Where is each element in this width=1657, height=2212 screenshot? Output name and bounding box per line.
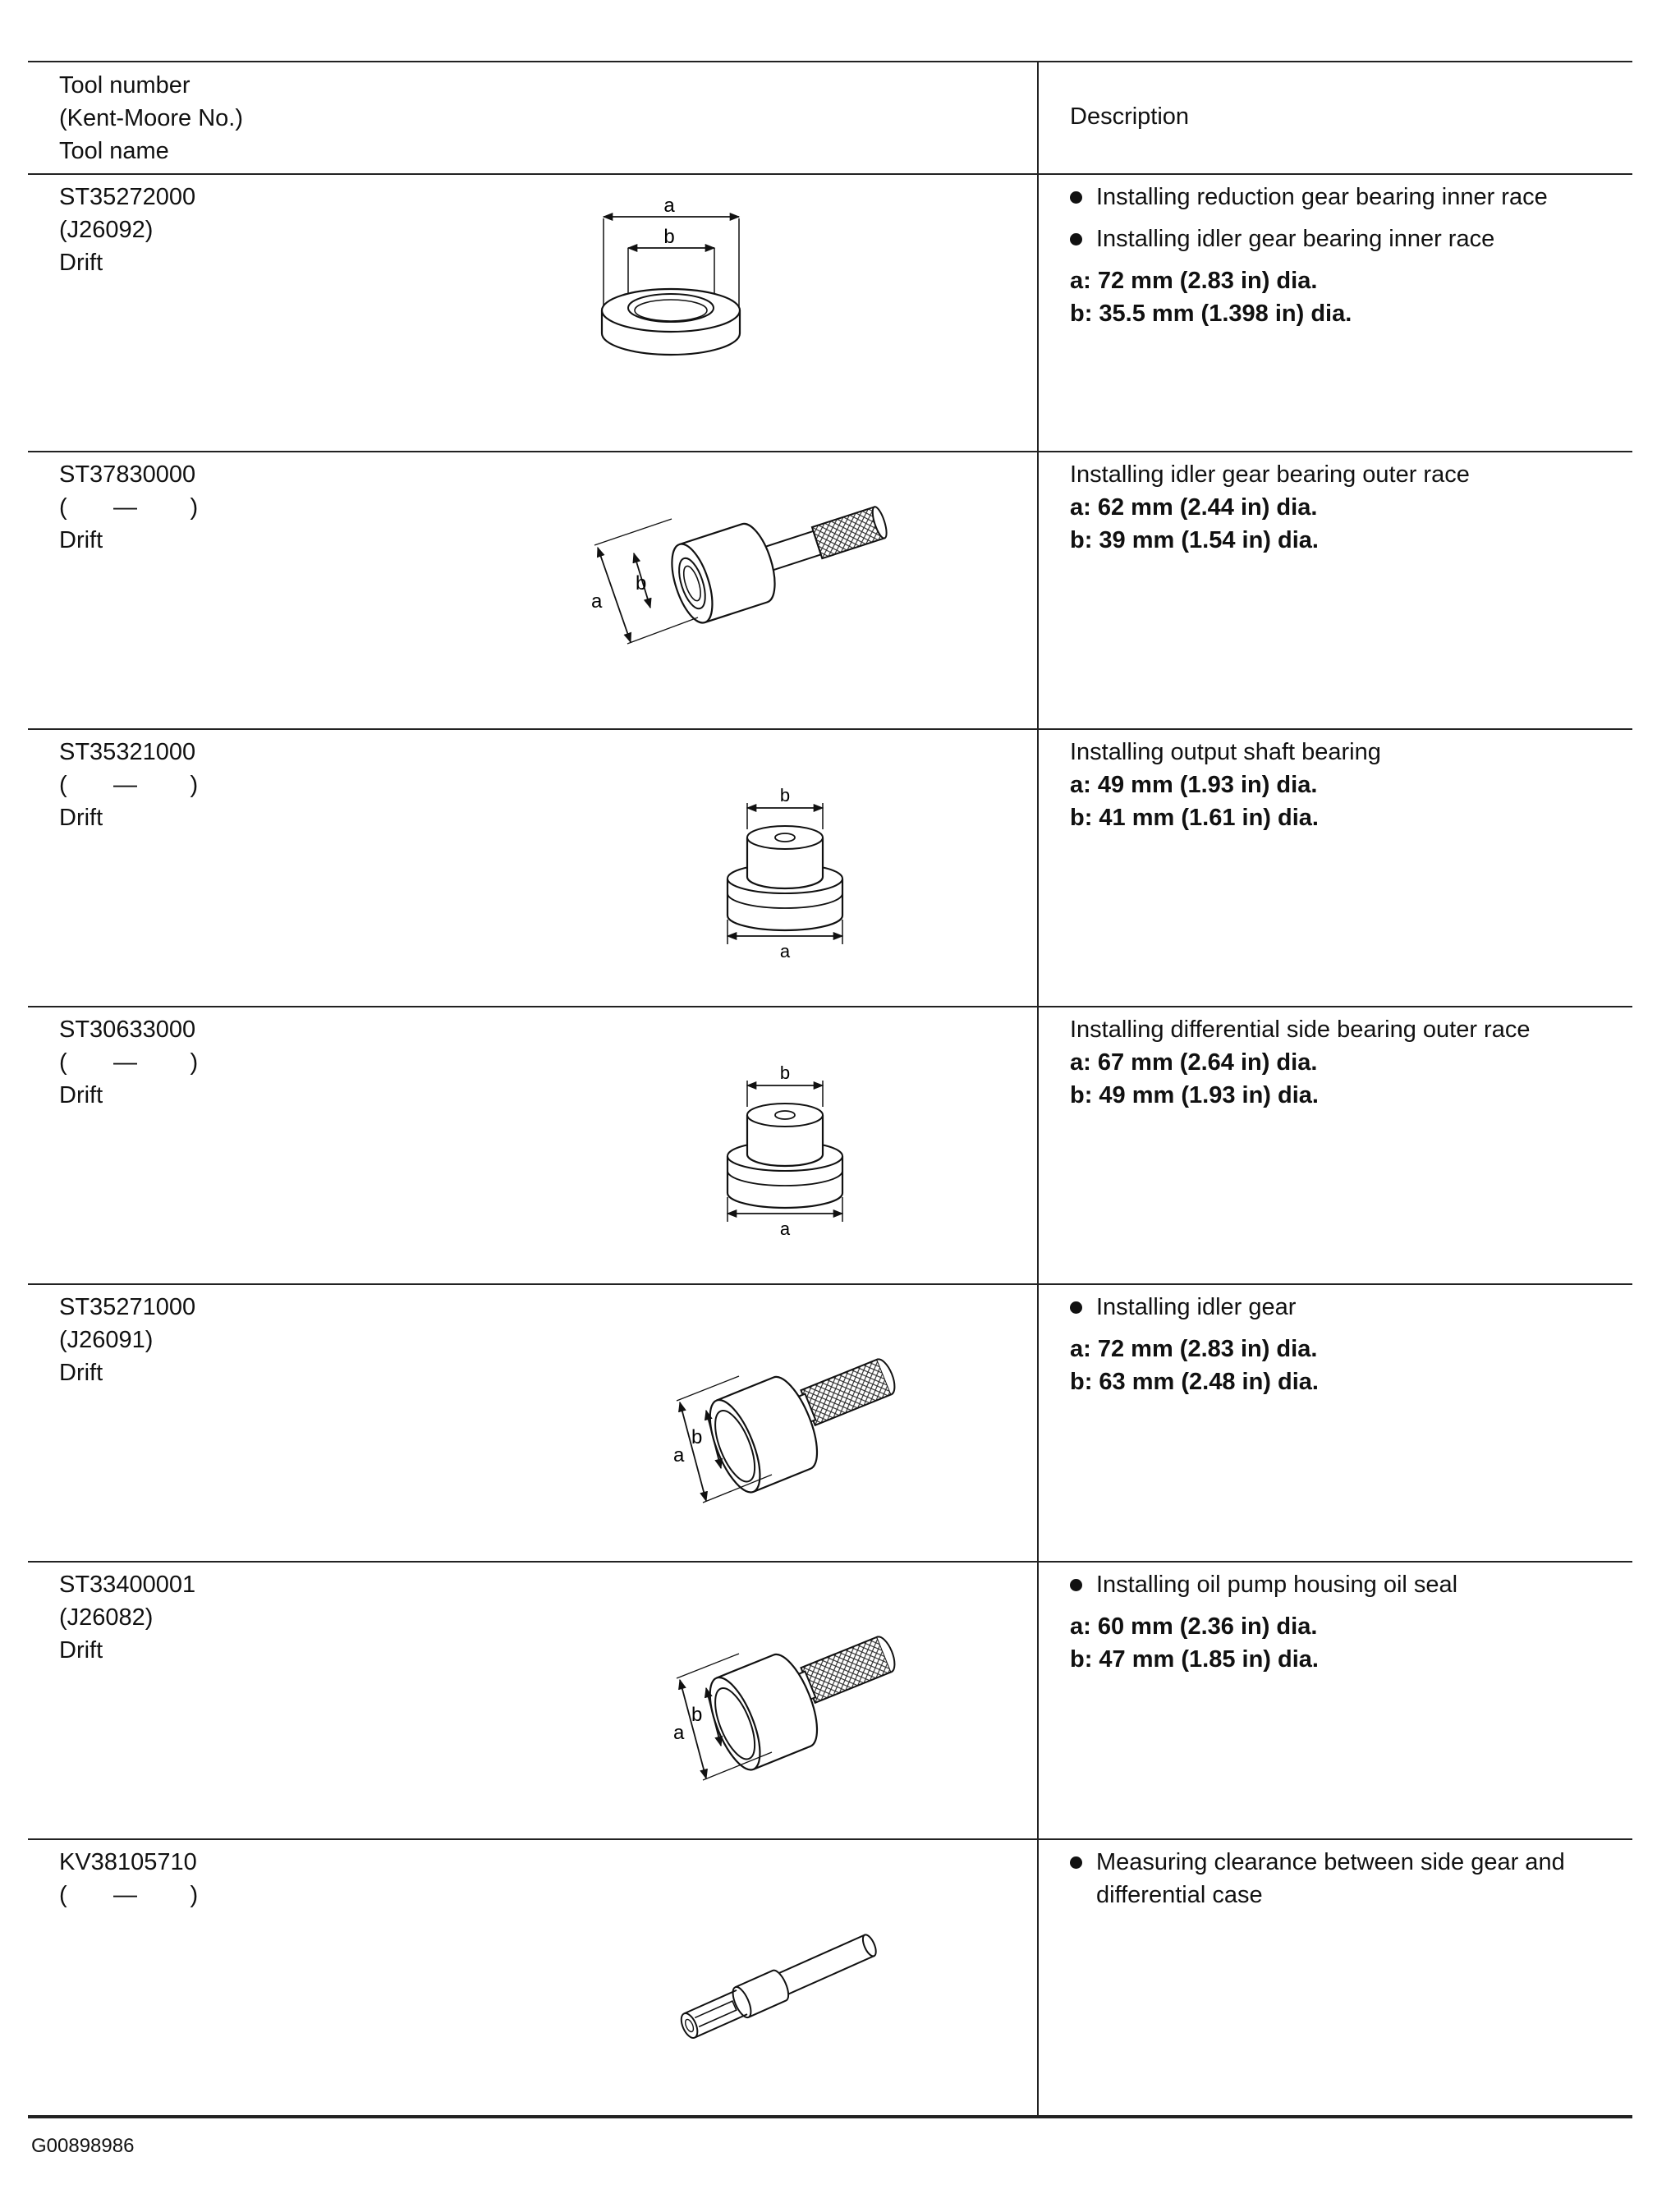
- dim-label-b: b: [779, 1062, 791, 1083]
- kent-moore-number: ( — ): [59, 772, 199, 798]
- kent-moore-number: (J26082): [59, 1604, 154, 1631]
- knurled-drift-figure: [649, 1330, 928, 1519]
- kent-moore-number: (J26092): [59, 217, 154, 243]
- dim-label-b: b: [636, 572, 647, 594]
- spec-b: b: 35.5 mm (1.398 in) dia.: [1070, 301, 1352, 327]
- spec-b: b: 49 mm (1.93 in) dia.: [1070, 1082, 1319, 1108]
- description-cell: [1070, 1568, 1620, 1676]
- description-cell: [1070, 1291, 1620, 1398]
- description-item: Installing reduction gear bearing inner race: [1070, 181, 1620, 213]
- drift-ring-figure: [587, 187, 751, 384]
- stepped-drift-figure: [714, 780, 846, 969]
- description-item: Installing oil pump housing oil seal: [1070, 1568, 1620, 1601]
- header-kent-moore: (Kent-Moore No.): [59, 105, 244, 131]
- knurled-drift-illustration: [649, 1330, 928, 1519]
- header-tool-number: Tool number: [59, 72, 190, 99]
- stepped-drift-illustration: [714, 1058, 846, 1246]
- row-divider: [28, 1838, 1632, 1840]
- tool-number: ST30633000: [59, 1017, 196, 1043]
- table-bottom-rule: [28, 2115, 1632, 2118]
- row-divider: [28, 728, 1632, 730]
- dim-label-a: a: [663, 195, 675, 217]
- tool-cell: [59, 1013, 198, 1112]
- tool-cell: [59, 1291, 195, 1389]
- tool-cell: [59, 1568, 195, 1667]
- kent-moore-number: ( — ): [59, 1049, 199, 1076]
- dim-label-a: a: [673, 1722, 685, 1744]
- drift-shaft-figure: [575, 470, 920, 667]
- tool-number: ST37830000: [59, 461, 196, 488]
- tool-cell: [59, 1846, 198, 1911]
- header-description: Description: [1070, 103, 1190, 130]
- spec-a: a: 62 mm (2.44 in) dia.: [1070, 494, 1318, 521]
- kent-moore-number: (J26091): [59, 1327, 154, 1353]
- dim-label-a: a: [779, 941, 791, 961]
- tool-name: Drift: [59, 527, 103, 553]
- description-item: Installing idler gear: [1070, 1291, 1620, 1324]
- dim-label-a: a: [779, 1218, 791, 1239]
- feeler-rod-illustration: [657, 1913, 903, 2061]
- dim-label-b: b: [691, 1704, 703, 1726]
- tool-name: Drift: [59, 250, 103, 276]
- tool-name: Drift: [59, 1082, 103, 1108]
- dim-label-a: a: [591, 590, 603, 613]
- header-left: [59, 69, 243, 168]
- tool-cell: [59, 181, 195, 279]
- spec-a: a: 49 mm (1.93 in) dia.: [1070, 772, 1318, 798]
- dim-label-a: a: [673, 1444, 685, 1466]
- description-cell: [1070, 1846, 1620, 1921]
- description-item: Installing output shaft bearing: [1070, 739, 1381, 765]
- row-divider: [28, 451, 1632, 452]
- description-cell: [1070, 1013, 1620, 1112]
- stepped-drift-illustration: [714, 780, 846, 969]
- row-divider: [28, 1561, 1632, 1563]
- row-divider: [28, 1006, 1632, 1007]
- tool-cell: [59, 458, 198, 557]
- column-divider: [1037, 61, 1039, 2117]
- tool-number: ST33400001: [59, 1572, 196, 1598]
- spec-a: a: 67 mm (2.64 in) dia.: [1070, 1049, 1318, 1076]
- description-item: Installing idler gear bearing outer race: [1070, 461, 1470, 488]
- spec-b: b: 47 mm (1.85 in) dia.: [1070, 1646, 1319, 1673]
- tool-number: ST35272000: [59, 184, 196, 210]
- description-item: Installing idler gear bearing inner race: [1070, 223, 1620, 255]
- knurled-drift-figure: [649, 1608, 928, 1797]
- kent-moore-number: ( — ): [59, 494, 199, 521]
- spec-b: b: 63 mm (2.48 in) dia.: [1070, 1369, 1319, 1395]
- row-divider: [28, 1283, 1632, 1285]
- tool-cell: [59, 736, 198, 834]
- description-cell: [1070, 736, 1620, 834]
- header-tool-name: Tool name: [59, 138, 169, 164]
- drift-ring-illustration: [587, 187, 751, 384]
- tool-name: Drift: [59, 1360, 103, 1386]
- stepped-drift-figure: [714, 1058, 846, 1246]
- description-cell: [1070, 181, 1620, 330]
- kent-moore-number: ( — ): [59, 1882, 199, 1908]
- tool-number: ST35271000: [59, 1294, 196, 1320]
- description-item: Installing differential side bearing outer race: [1070, 1017, 1531, 1043]
- table-top-rule: [28, 61, 1632, 62]
- knurled-drift-illustration: [649, 1608, 928, 1797]
- tool-name: Drift: [59, 805, 103, 831]
- spec-a: a: 72 mm (2.83 in) dia.: [1070, 268, 1318, 294]
- description-item: Measuring clearance between side gear and differential case: [1070, 1846, 1620, 1911]
- figure-id: G00898986: [31, 2135, 135, 2157]
- drift-shaft-illustration: [575, 470, 920, 667]
- dim-label-b: b: [691, 1426, 703, 1448]
- tool-number: KV38105710: [59, 1849, 197, 1875]
- dim-label-b: b: [663, 226, 675, 248]
- spec-b: b: 41 mm (1.61 in) dia.: [1070, 805, 1319, 831]
- dim-label-b: b: [779, 785, 791, 805]
- tool-name: Drift: [59, 1637, 103, 1664]
- spec-b: b: 39 mm (1.54 in) dia.: [1070, 527, 1319, 553]
- spec-a: a: 60 mm (2.36 in) dia.: [1070, 1613, 1318, 1640]
- row-divider: [28, 173, 1632, 175]
- description-cell: [1070, 458, 1620, 557]
- feeler-rod-figure: [657, 1913, 903, 2061]
- spec-a: a: 72 mm (2.83 in) dia.: [1070, 1336, 1318, 1362]
- tool-number: ST35321000: [59, 739, 196, 765]
